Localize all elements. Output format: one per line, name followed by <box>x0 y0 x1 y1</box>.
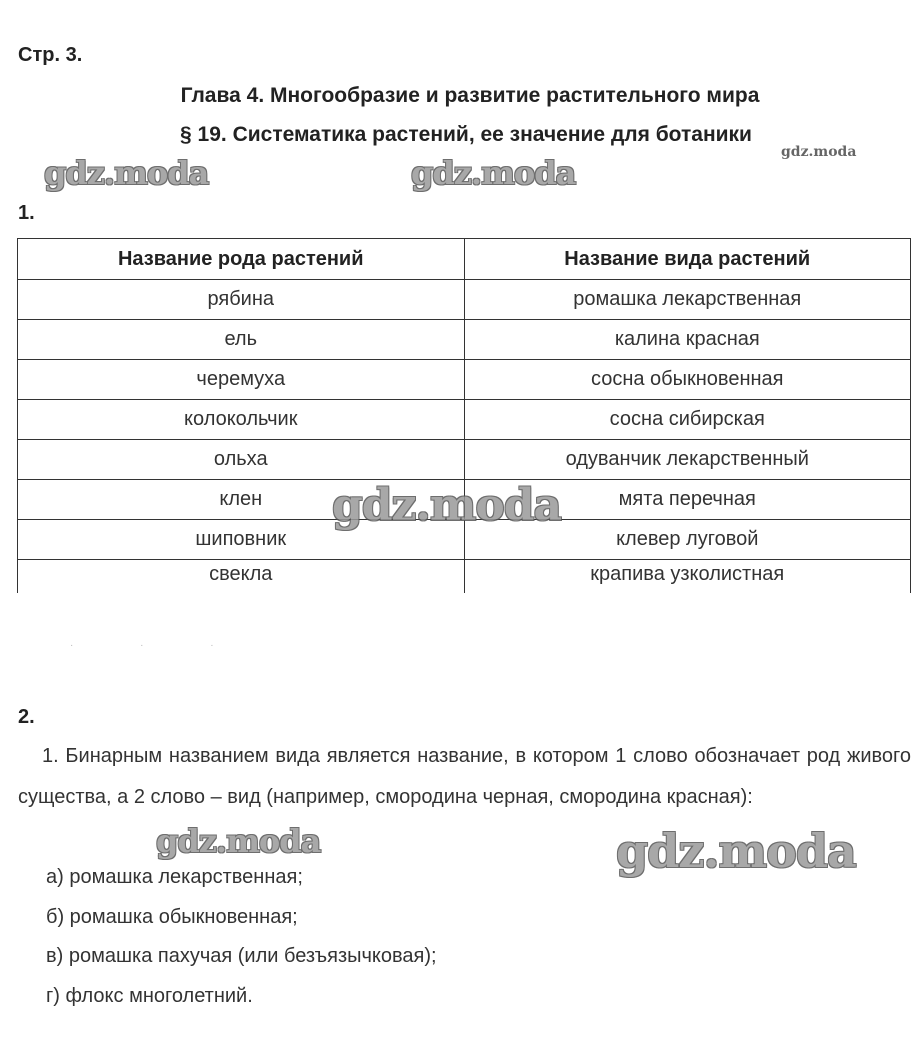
cell-genus: черемуха <box>18 360 465 400</box>
list-item: а) ромашка лекарственная; <box>46 866 303 888</box>
cell-genus: колокольчик <box>18 400 465 440</box>
task-2-paragraph: 1. Бинарным названием вида является название, в котором 1 слово обозначает род живого существа, а 2 слово – вид (например, смородина черная, смородина красная): <box>18 745 911 808</box>
table-row <box>18 520 911 560</box>
cell-genus: шиповник <box>18 520 465 560</box>
table-row <box>18 360 911 400</box>
task-1-number: 1. <box>18 202 35 224</box>
header-genus: Название рода растений <box>18 239 465 280</box>
list-item: б) ромашка обыкновенная; <box>46 905 298 928</box>
table-row <box>18 480 911 520</box>
cell-genus: клен <box>18 480 465 520</box>
section-title: § 19. Систематика растений, ее значение для ботаники <box>180 123 752 146</box>
cell-species: сосна обыкновенная <box>464 360 911 400</box>
table-row <box>18 320 911 360</box>
cell-species: клевер луговой <box>464 520 911 560</box>
cell-species: сосна сибирская <box>464 400 911 440</box>
header-species: Название вида растений <box>464 239 911 280</box>
cell-genus: ель <box>18 320 465 360</box>
cell-species: одуванчик лекарственный <box>464 440 911 480</box>
cell-genus: рябина <box>18 280 465 320</box>
watermark: gdz.moda <box>616 824 856 878</box>
watermark: gdz.moda <box>411 154 576 192</box>
watermark-small: gdz.moda <box>781 144 857 160</box>
cell-genus: ольха <box>18 440 465 480</box>
cell-species: ромашка лекарственная <box>464 280 911 320</box>
cell-species: мята перечная <box>464 480 911 520</box>
task-2-list <box>46 858 437 1016</box>
task-2-number: 2. <box>18 706 35 728</box>
list-item: в) ромашка пахучая (или безъязычковая); <box>46 945 437 967</box>
plants-table <box>17 238 911 593</box>
list-item: г) флокс многолетний. <box>46 984 253 1007</box>
table-row <box>18 280 911 320</box>
table-row <box>18 440 911 480</box>
scan-artifact: · · · <box>70 640 246 651</box>
watermark: gdz.moda <box>332 480 562 531</box>
watermark: gdz.moda <box>156 822 321 860</box>
cell-species: калина красная <box>464 320 911 360</box>
table-row <box>18 400 911 440</box>
cell-species: крапива узколистная <box>464 560 911 594</box>
table-row <box>18 560 911 594</box>
page-label: Стр. 3. <box>18 44 83 66</box>
watermark: gdz.moda <box>44 154 209 192</box>
cell-genus: свекла <box>18 560 465 594</box>
table-header-row <box>18 239 911 280</box>
chapter-title: Глава 4. Многообразие и развитие растительного мира <box>180 84 760 107</box>
